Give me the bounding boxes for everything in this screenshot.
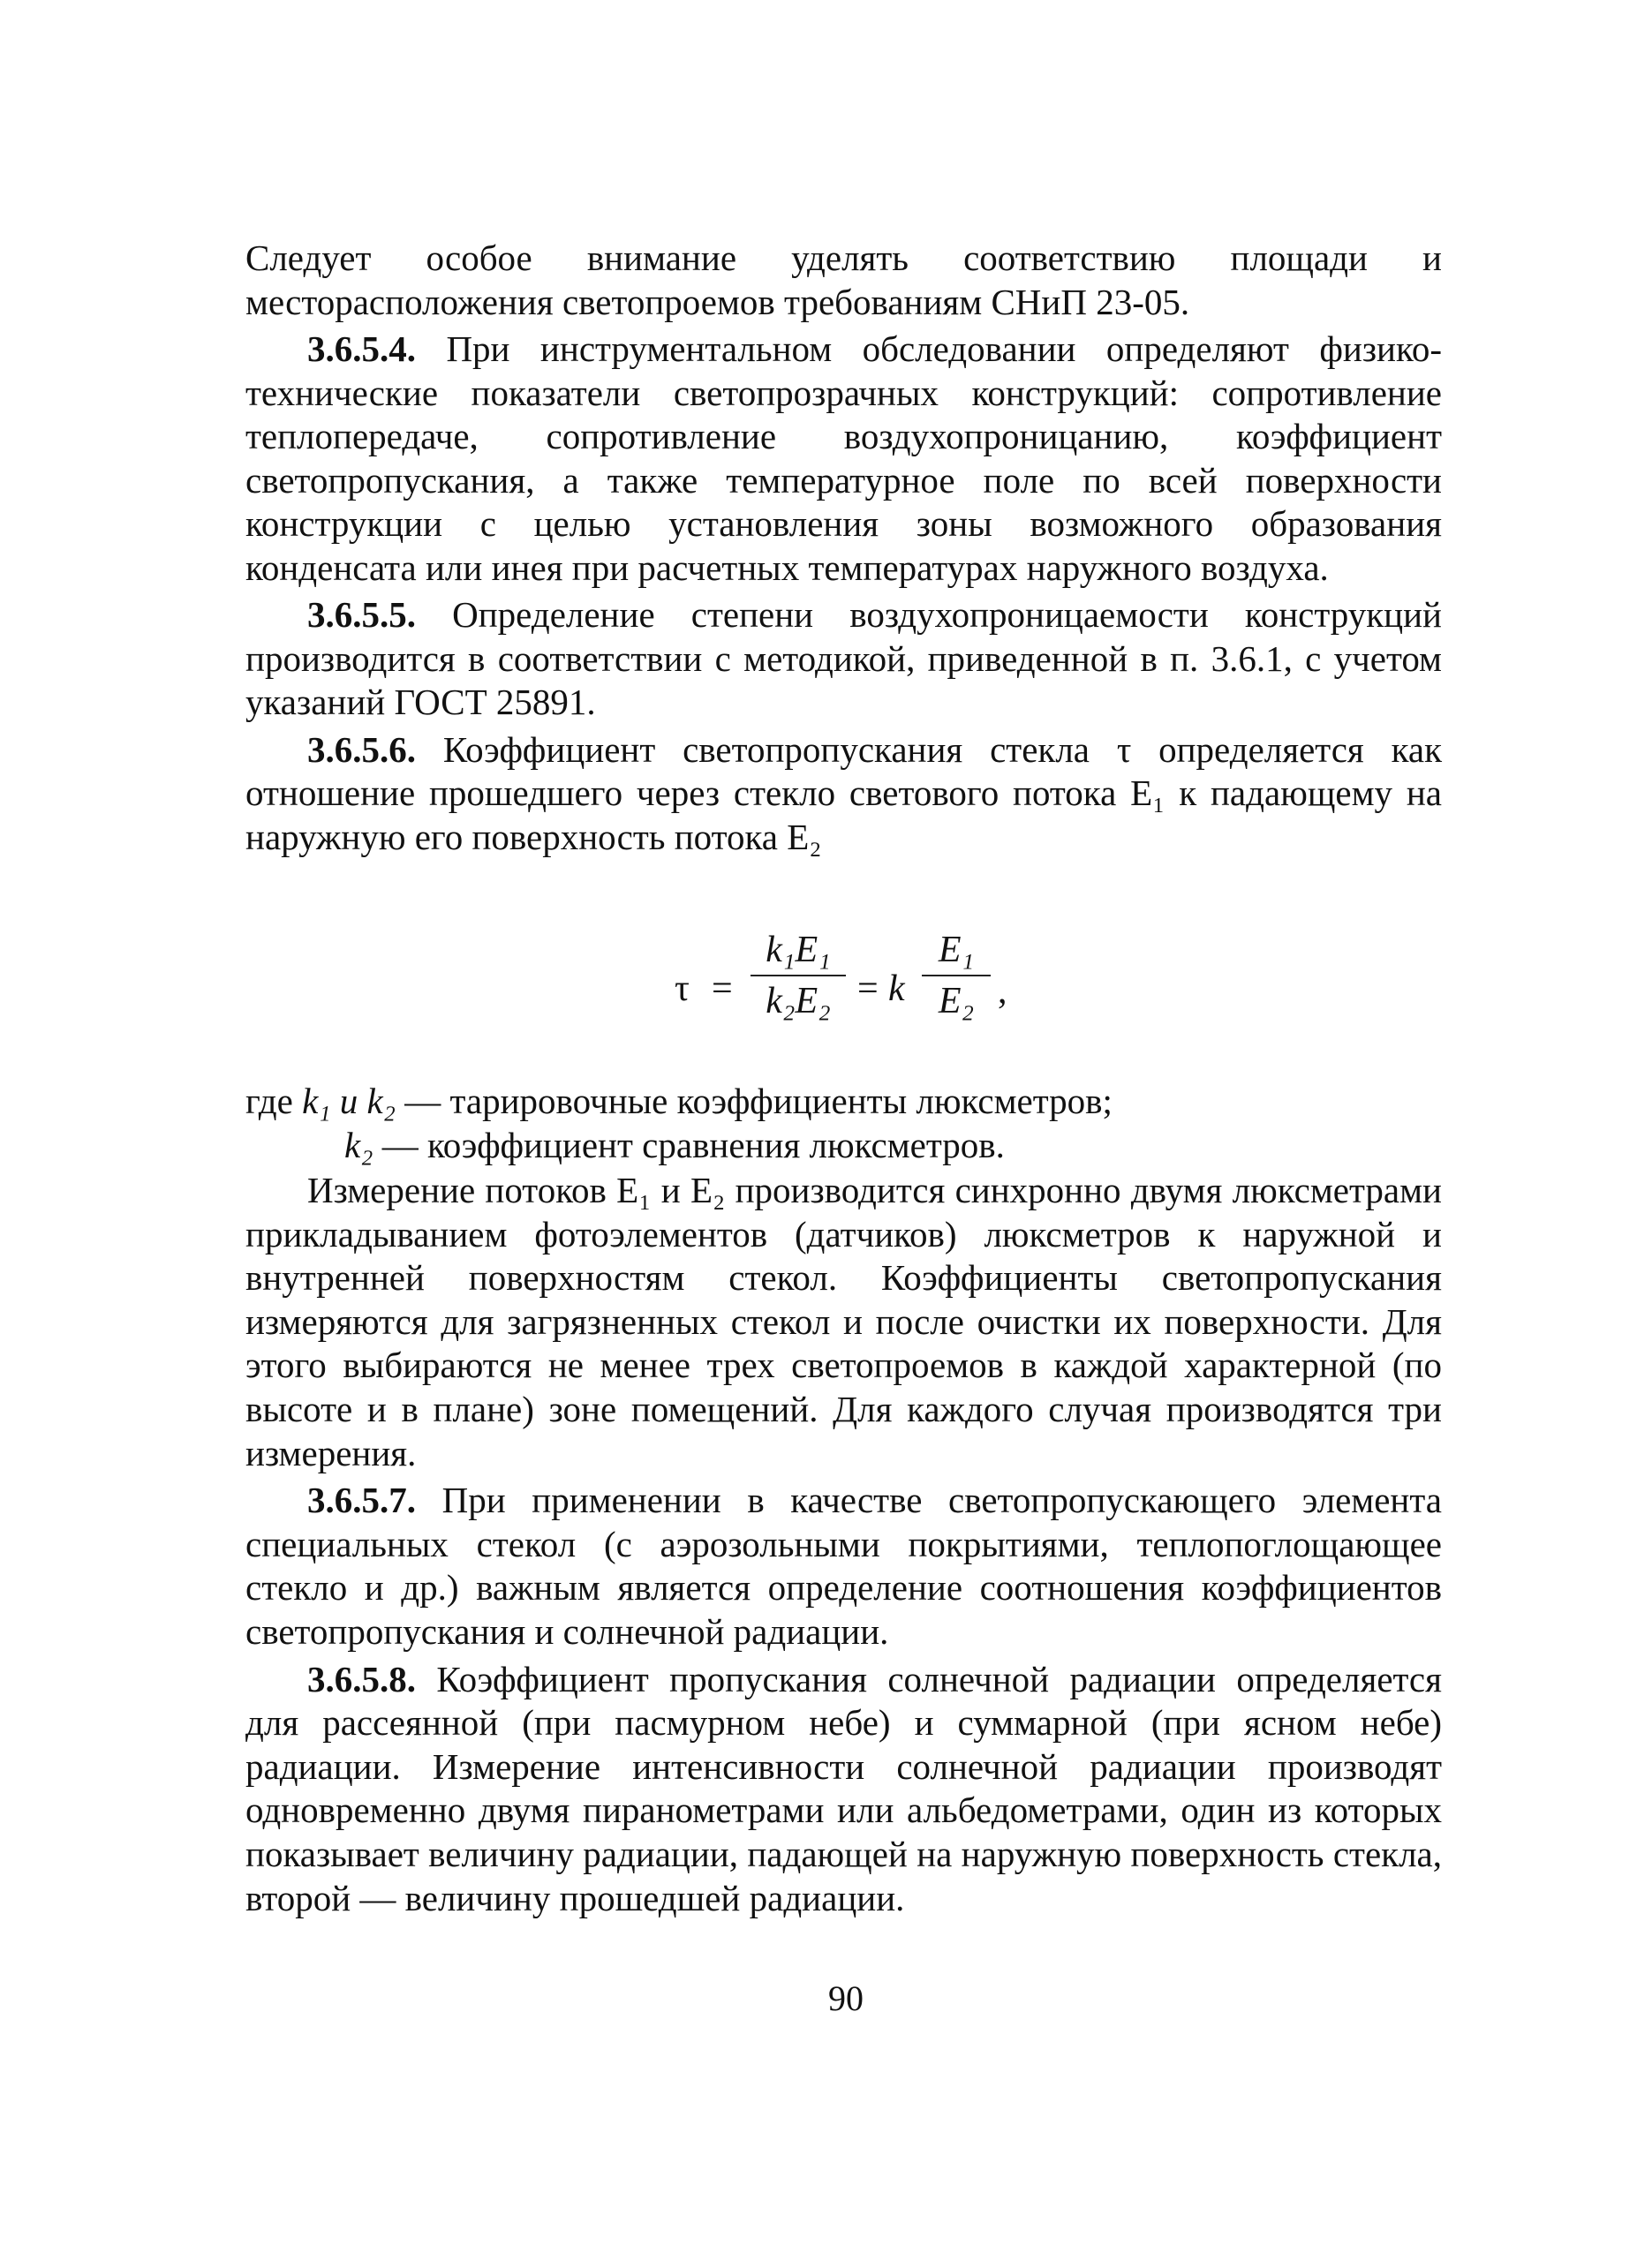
fraction-bar	[922, 975, 991, 976]
fraction-numerator: E₁	[938, 930, 975, 970]
paragraph-3-6-5-7	[245, 1479, 1442, 1654]
formula-equals: =	[857, 968, 879, 1009]
paragraph-text: Коэффициент светопропускания стекла τ определяется как отношение прошедшего через стекло светового потока E₁ к падающему на наружную его поверхность потока E₂	[245, 728, 1442, 857]
transmittance-formula	[675, 929, 1045, 1052]
body-text-bottom	[245, 1169, 1442, 1924]
fraction-numerator: k₁E₁	[766, 930, 831, 970]
clause-number: 3.6.5.6.	[307, 728, 416, 770]
paragraph-text: При применении в качестве светопропускающего элемента специальных стекол (с аэрозольными покрытиями, теплопоглощающее стекло и др.) важным является определение соотношения коэффициентов светопропускания и солнечной радиации.	[245, 1480, 1442, 1652]
definition-row	[245, 1079, 1442, 1123]
formula-fraction-2	[922, 929, 991, 1022]
fraction-denominator: k₂E₂	[766, 981, 831, 1021]
paragraph-text: Определение степени воздухопроницаемости конструкций производится в соответствии с методикой, приведенной в п. 3.6.1, с учетом указаний ГОСТ 25891.	[245, 594, 1442, 722]
paragraph-text: Следует особое внимание уделять соответствию площади и месторасположения светопроемов требованиям СНиП 23-05.	[245, 237, 1442, 322]
paragraph-3-6-5-6	[245, 728, 1442, 860]
formula-fraction-1	[751, 929, 846, 1022]
definition-text: — тарировочные коэффициенты люксметров;	[396, 1081, 1113, 1121]
paragraph-text: При инструментальном обследовании определяют физико-технические показатели светопрозрачных конструкций: сопротивление теплопередаче, сопротивление воздухопроницанию, коэффициент светопропускания, а также температурное поле по всей поверхности конструкции с целью установления зоны возможного образования конденсата или инея при расчетных температурах наружного воздуха.	[245, 328, 1442, 588]
definition-variable: k₁ и k₂	[302, 1081, 396, 1121]
definition-variable: k₂	[344, 1125, 373, 1165]
fraction-bar	[751, 975, 846, 976]
paragraph-measurement	[245, 1169, 1442, 1475]
formula-lhs: τ	[675, 968, 690, 1009]
definition-text: — коэффициент сравнения люксметров.	[373, 1125, 1005, 1165]
fraction-denominator: E₂	[938, 981, 975, 1021]
paragraph-text: Измерение потоков E₁ и E₂ производится синхронно двумя люксметрами прикладыванием фотоэлементов (датчиков) люксметров к наружной и внутренней поверхностям стекол. Коэффициенты светопропускания измеряются для загрязненных стекол и после очистки их поверхности. Для этого выбираются не менее трех светопроемов в каждой характерной (по высоте и в плане) зоне помещений. Для каждого случая производятся три измерения.	[245, 1170, 1442, 1473]
clause-number: 3.6.5.8.	[307, 1658, 416, 1699]
paragraph-3-6-5-5	[245, 593, 1442, 725]
formula-equals: =	[712, 968, 733, 1009]
paragraph-intro	[245, 237, 1442, 324]
formula-trailing-comma: ,	[998, 971, 1007, 1012]
definition-row	[245, 1123, 1442, 1167]
clause-number: 3.6.5.7.	[307, 1480, 416, 1521]
paragraph-text: Коэффициент пропускания солнечной радиации определяется для рассеянной (при пасмурном небе) и суммарной (при ясном небе) радиации. Измерение интенсивности солнечной радиации производят одновременно двумя пиранометрами или альбедометрами, один из которых показывает величину радиации, падающей на наружную поверхность стекла, второй — величину прошедшей радиации.	[245, 1658, 1442, 1918]
page-number: 90	[828, 1978, 864, 2018]
clause-number: 3.6.5.4.	[307, 328, 416, 369]
formula-coefficient: k	[888, 968, 905, 1009]
body-text-top	[245, 237, 1442, 863]
paragraph-3-6-5-4	[245, 328, 1442, 590]
clause-number: 3.6.5.5.	[307, 594, 416, 635]
formula-definitions	[245, 1079, 1442, 1167]
definition-lead: где	[245, 1081, 303, 1121]
paragraph-3-6-5-8	[245, 1658, 1442, 1921]
